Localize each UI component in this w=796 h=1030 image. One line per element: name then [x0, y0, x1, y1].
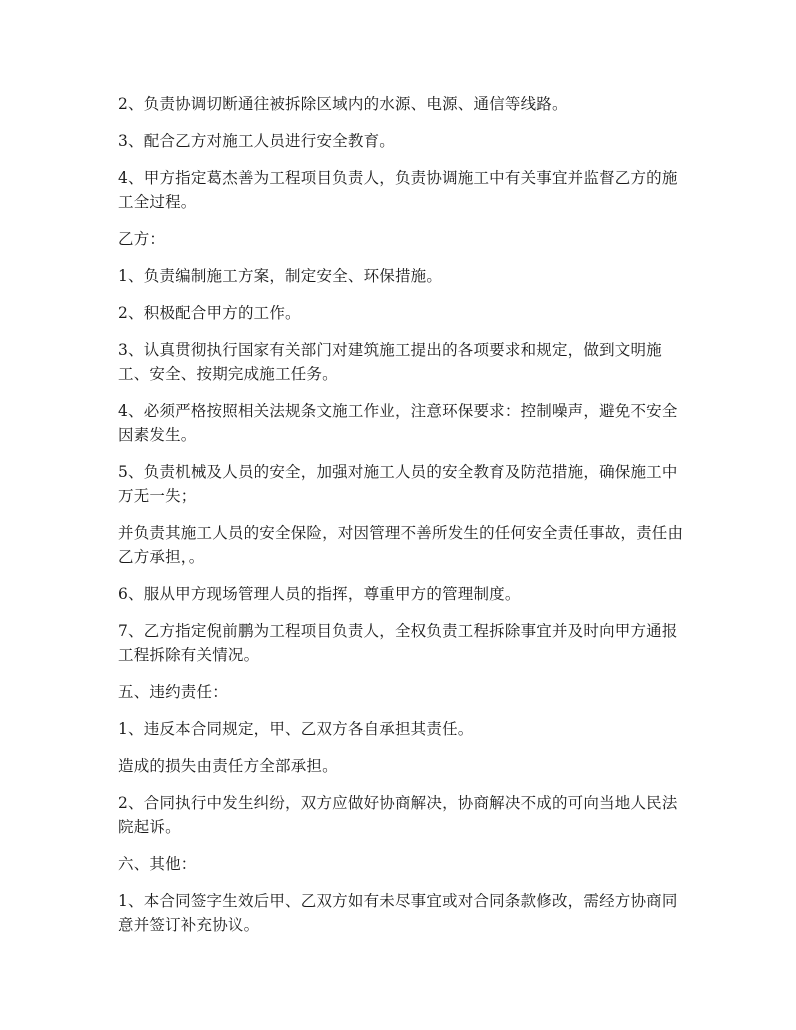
- clause-liability-1: 1、违反本合同规定，甲、乙双方各自承担其责任。: [118, 720, 474, 738]
- clause-yi-3: 3、认真贯彻执行国家有关部门对建筑施工提出的各项要求和规定，做到文明施工、安全、按期完成施工任务。: [118, 341, 662, 383]
- clause-jia-3: 3、配合乙方对施工人员进行安全教育。: [118, 132, 395, 150]
- clause-yi-5: 5、负责机械及人员的安全，加强对施工人员的安全教育及防范措施，确保施工中万无一失；: [118, 463, 678, 505]
- clause-jia-4: 4、甲方指定葛杰善为工程项目负责人，负责协调施工中有关事宜并监督乙方的施工全过程。: [118, 169, 678, 211]
- clause-yi-4: 4、必须严格按照相关法规条文施工作业，注意环保要求：控制噪声，避免不安全因素发生。: [118, 402, 678, 444]
- section-liability-heading: 五、违约责任：: [118, 683, 228, 701]
- section-yi-heading: 乙方：: [118, 230, 166, 248]
- clause-yi-1: 1、负责编制施工方案，制定安全、环保措施。: [118, 267, 443, 285]
- section-other-heading: 六、其他：: [118, 855, 197, 873]
- document-body: [118, 92, 688, 950]
- clause-yi-6: 6、服从甲方现场管理人员的指挥，尊重甲方的管理制度。: [118, 585, 521, 603]
- clause-yi-5-continued: 并负责其施工人员的安全保险，对因管理不善所发生的任何安全责任事故，责任由乙方承担，。: [118, 524, 684, 566]
- clause-yi-2: 2、积极配合甲方的工作。: [118, 304, 301, 322]
- clause-liability-1-continued: 造成的损失由责任方全部承担。: [118, 757, 338, 775]
- clause-yi-7: 7、乙方指定倪前鹏为工程项目负责人，全权负责工程拆除事宜并及时向甲方通报工程拆除有关情况。: [118, 622, 678, 664]
- clause-liability-2: 2、合同执行中发生纠纷，双方应做好协商解决，协商解决不成的可向当地人民法院起诉。: [118, 794, 678, 836]
- clause-jia-2: 2、负责协调切断通往被拆除区域内的水源、电源、通信等线路。: [118, 95, 568, 113]
- clause-other-1: 1、本合同签字生效后甲、乙双方如有未尽事宜或对合同条款修改，需经方协商同意并签订补充协议。: [118, 892, 678, 934]
